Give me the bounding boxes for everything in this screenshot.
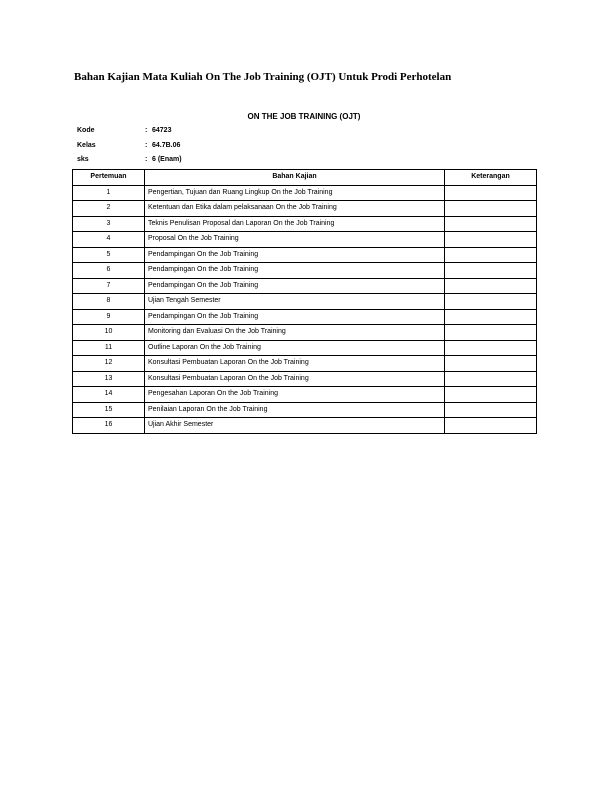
cell-keterangan: [445, 356, 537, 372]
cell-bahan-kajian: Ujian Tengah Semester: [145, 294, 445, 310]
table-row: [73, 356, 537, 372]
cell-pertemuan: 8: [73, 294, 145, 310]
header-pertemuan: Pertemuan: [73, 170, 145, 186]
table-row: [73, 325, 537, 341]
table-row: [73, 402, 537, 418]
cell-keterangan: [445, 263, 537, 279]
cell-bahan-kajian: Outline Laporan On the Job Training: [145, 340, 445, 356]
cell-keterangan: [445, 325, 537, 341]
cell-pertemuan: 1: [73, 185, 145, 201]
cell-pertemuan: 7: [73, 278, 145, 294]
cell-keterangan: [445, 278, 537, 294]
table-row: [73, 201, 537, 217]
meta-key: sks: [77, 156, 89, 163]
table-subtitle: ON THE JOB TRAINING (OJT): [247, 112, 361, 121]
table-row: [73, 340, 537, 356]
cell-bahan-kajian: Konsultasi Pembuatan Laporan On the Job Training: [145, 356, 445, 372]
table-row: [73, 418, 537, 434]
meta-separator: :: [145, 156, 148, 163]
table-row: [73, 263, 537, 279]
cell-pertemuan: 2: [73, 201, 145, 217]
cell-pertemuan: 11: [73, 340, 145, 356]
cell-keterangan: [445, 216, 537, 232]
cell-keterangan: [445, 418, 537, 434]
cell-bahan-kajian: Ujian Akhir Semester: [145, 418, 445, 434]
meta-row-kelas: [77, 142, 180, 149]
meta-key: Kode: [77, 127, 95, 134]
cell-keterangan: [445, 294, 537, 310]
cell-pertemuan: 13: [73, 371, 145, 387]
course-material-table: [72, 169, 537, 434]
cell-bahan-kajian: Pengertian, Tujuan dan Ruang Lingkup On the Job Training: [145, 185, 445, 201]
cell-keterangan: [445, 309, 537, 325]
meta-separator: :: [145, 142, 148, 149]
cell-bahan-kajian: Pengesahan Laporan On the Job Training: [145, 387, 445, 403]
cell-keterangan: [445, 387, 537, 403]
cell-bahan-kajian: Pendampingan On the Job Training: [145, 309, 445, 325]
document-title: Bahan Kajian Mata Kuliah On The Job Training (OJT) Untuk Prodi Perhotelan: [74, 71, 452, 83]
cell-pertemuan: 9: [73, 309, 145, 325]
cell-bahan-kajian: Teknis Penulisan Proposal dan Laporan On the Job Training: [145, 216, 445, 232]
meta-value: 6 (Enam): [152, 156, 182, 163]
cell-pertemuan: 14: [73, 387, 145, 403]
cell-bahan-kajian: Konsultasi Pembuatan Laporan On the Job Training: [145, 371, 445, 387]
cell-bahan-kajian: Monitoring dan Evaluasi On the Job Training: [145, 325, 445, 341]
cell-bahan-kajian: Penilaian Laporan On the Job Training: [145, 402, 445, 418]
table-row: [73, 185, 537, 201]
meta-row-kode: [77, 127, 171, 134]
table-row: [73, 387, 537, 403]
table-row: [73, 232, 537, 248]
cell-keterangan: [445, 247, 537, 263]
table-row: [73, 371, 537, 387]
cell-bahan-kajian: Pendampingan On the Job Training: [145, 247, 445, 263]
table-row: [73, 216, 537, 232]
table-row: [73, 309, 537, 325]
cell-pertemuan: 16: [73, 418, 145, 434]
cell-pertemuan: 5: [73, 247, 145, 263]
cell-bahan-kajian: Ketentuan dan Etika dalam pelaksanaan On the Job Training: [145, 201, 445, 217]
cell-keterangan: [445, 402, 537, 418]
cell-keterangan: [445, 340, 537, 356]
table-row: [73, 278, 537, 294]
meta-row-sks: [77, 156, 182, 163]
meta-value: 64723: [152, 127, 172, 134]
cell-pertemuan: 4: [73, 232, 145, 248]
table-header-row: [73, 170, 537, 186]
cell-pertemuan: 12: [73, 356, 145, 372]
cell-bahan-kajian: Pendampingan On the Job Training: [145, 263, 445, 279]
header-bahan-kajian: Bahan Kajian: [145, 170, 445, 186]
cell-keterangan: [445, 371, 537, 387]
table-row: [73, 294, 537, 310]
cell-keterangan: [445, 185, 537, 201]
cell-keterangan: [445, 232, 537, 248]
table-row: [73, 247, 537, 263]
cell-bahan-kajian: Proposal On the Job Training: [145, 232, 445, 248]
cell-pertemuan: 15: [73, 402, 145, 418]
meta-key: Kelas: [77, 142, 96, 149]
cell-bahan-kajian: Pendampingan On the Job Training: [145, 278, 445, 294]
meta-separator: :: [145, 127, 148, 134]
cell-keterangan: [445, 201, 537, 217]
cell-pertemuan: 3: [73, 216, 145, 232]
cell-pertemuan: 10: [73, 325, 145, 341]
cell-pertemuan: 6: [73, 263, 145, 279]
header-keterangan: Keterangan: [445, 170, 537, 186]
meta-value: 64.7B.06: [152, 142, 181, 149]
